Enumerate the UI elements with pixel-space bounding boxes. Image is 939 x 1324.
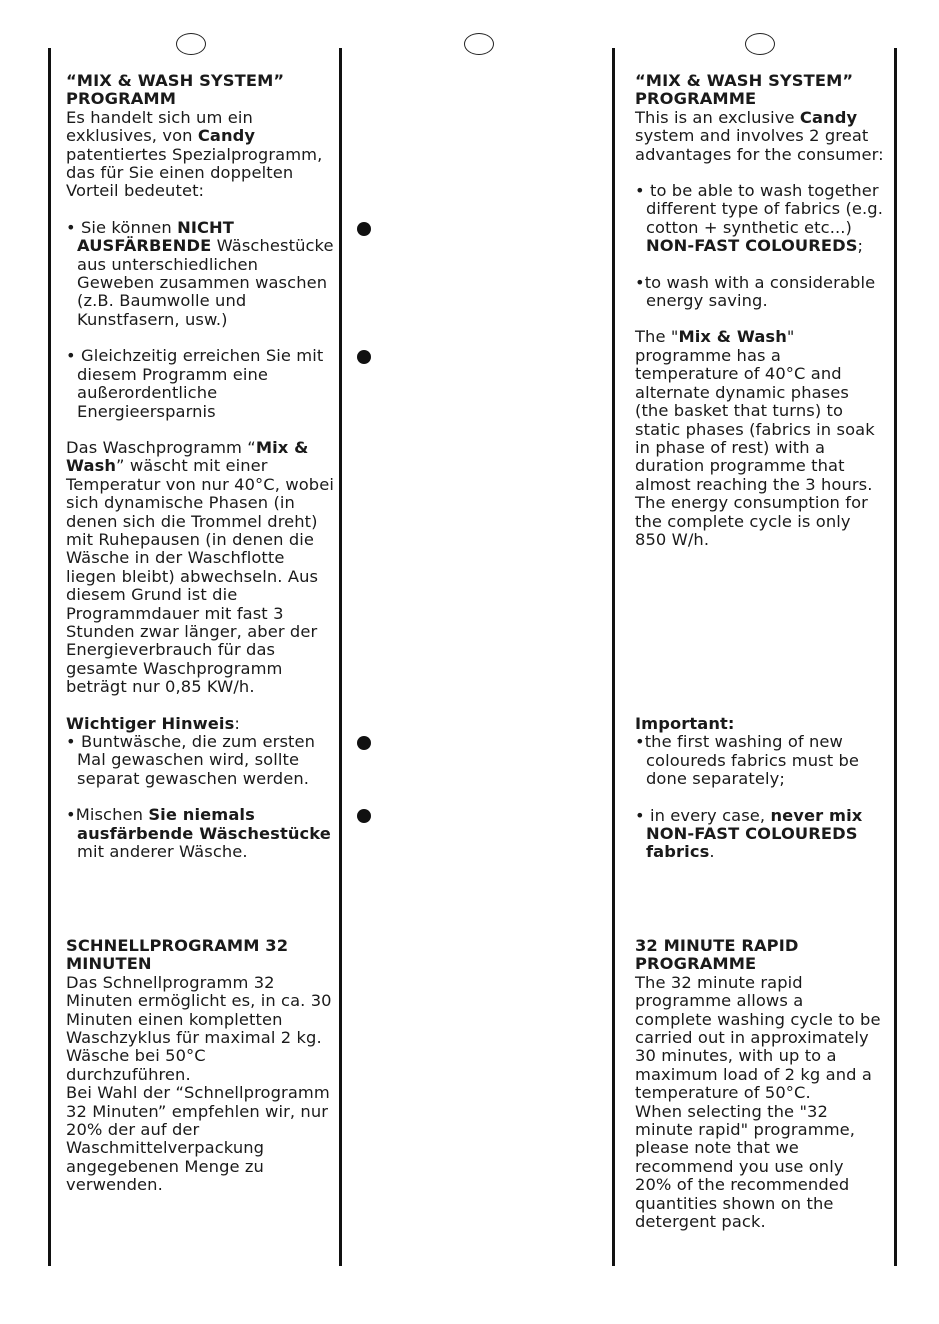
bullet-dot xyxy=(357,736,371,750)
list-item: •the first washing of new coloureds fabrics must be done separately; xyxy=(635,732,860,789)
column-english-rapid xyxy=(635,937,885,1232)
mix-wash-title: “MIX & WASH SYSTEM” PROGRAMME xyxy=(635,71,854,109)
intro-paragraph: This is an exclusive Candy system and involves 2 great advantages for the consumer: xyxy=(635,107,884,164)
rapid-title: SCHNELLPROGRAMM 32 MINUTEN xyxy=(66,936,289,974)
rapid-paragraph: When selecting the "32 minute rapid" programme, please note that we recommend you use only 20% of the recommended quantities shown on the detergent pack. xyxy=(635,1101,856,1232)
column-german-rapid xyxy=(66,937,334,1195)
language-oval-de xyxy=(176,33,206,55)
column-rule-left xyxy=(48,48,51,1266)
column-english xyxy=(635,72,885,549)
list-item: • Buntwäsche, die zum ersten Mal gewaschen wird, sollte separat gewaschen werden. xyxy=(66,732,316,788)
bullet-dot xyxy=(357,350,371,364)
list-item: • Gleichzeitig erreichen Sie mit diesem Programm eine außerordentliche Energieersparnis xyxy=(66,346,324,421)
rapid-paragraph: Das Schnellprogramm 32 Minuten ermöglicht es, in ca. 30 Minuten einen kompletten Waschzyklus für maximal 2 kg. Wäsche bei 50°C durchzuführen. xyxy=(66,972,332,1084)
mix-wash-description: Das Waschprogramm “Mix & Wash” wäscht mit einer Temperatur von nur 40°C, wobei sich dynamische Phasen (in denen sich die Trommel dreht) mit Ruhepausen (in denen die Wäsche in der Waschflotte liegen bleibt) abwechseln. Aus diesem Grund ist die Programmdauer mit fast 3 Stunden zwar länger, aber der Energieverbrauch für das gesamte Waschprogramm beträgt nur 0,85 KW/h. xyxy=(66,437,334,697)
rapid-title: 32 MINUTE RAPID PROGRAMME xyxy=(635,936,799,974)
list-item: • to be able to wash together different type of fabrics (e.g. cotton + synthetic etc...) NON-FAST COLOUREDS; xyxy=(635,181,884,256)
mix-wash-title: “MIX & WASH SYSTEM” PROGRAMM xyxy=(66,71,285,109)
bullet-dot xyxy=(357,222,371,236)
column-rule-center-right xyxy=(612,48,615,1266)
rapid-paragraph: The 32 minute rapid programme allows a complete washing cycle to be carried out in approximately 30 minutes, with up to a maximum load of 2 kg and a temperature of 50°C. xyxy=(635,972,881,1103)
column-rule-right xyxy=(894,48,897,1266)
column-english-notes xyxy=(635,715,885,862)
list-item: •Mischen Sie niemals ausfärbende Wäschestücke mit anderer Wäsche. xyxy=(66,805,331,862)
rapid-paragraph: Bei Wahl der “Schnellprogramm 32 Minuten” empfehlen wir, nur 20% der auf der Waschmittelverpackung angegebenen Menge zu verwenden. xyxy=(66,1083,330,1195)
mix-wash-description: The "Mix & Wash" programme has a temperature of 40°C and alternate dynamic phases (the basket that turns) to static phases (fabrics in soak in phase of rest) with a duration programme that almost reaching the 3 hours. The energy consumption for the complete cycle is only 850 W/h. xyxy=(635,327,875,549)
language-oval-middle xyxy=(464,33,494,55)
column-german xyxy=(66,72,334,861)
intro-paragraph: Es handelt sich um ein exklusives, von Candy patentiertes Spezialprogramm, das für Sie einen doppelten Vorteil bedeutet: xyxy=(66,107,323,201)
column-rule-middle xyxy=(339,48,342,1266)
note-title: Important: xyxy=(635,714,735,733)
list-item: •to wash with a considerable energy saving. xyxy=(635,272,876,311)
language-oval-en xyxy=(745,33,775,55)
list-item: • Sie können NICHT AUSFÄRBENDE Wäschestücke aus unterschiedlichen Geweben zusammen waschen (z.B. Baumwolle und Kunstfasern, usw.) xyxy=(66,217,334,329)
bullet-dot xyxy=(357,809,371,823)
note-title: Wichtiger Hinweis: xyxy=(66,713,240,733)
list-item: • in every case, never mix NON-FAST COLOUREDS fabrics. xyxy=(635,805,863,862)
